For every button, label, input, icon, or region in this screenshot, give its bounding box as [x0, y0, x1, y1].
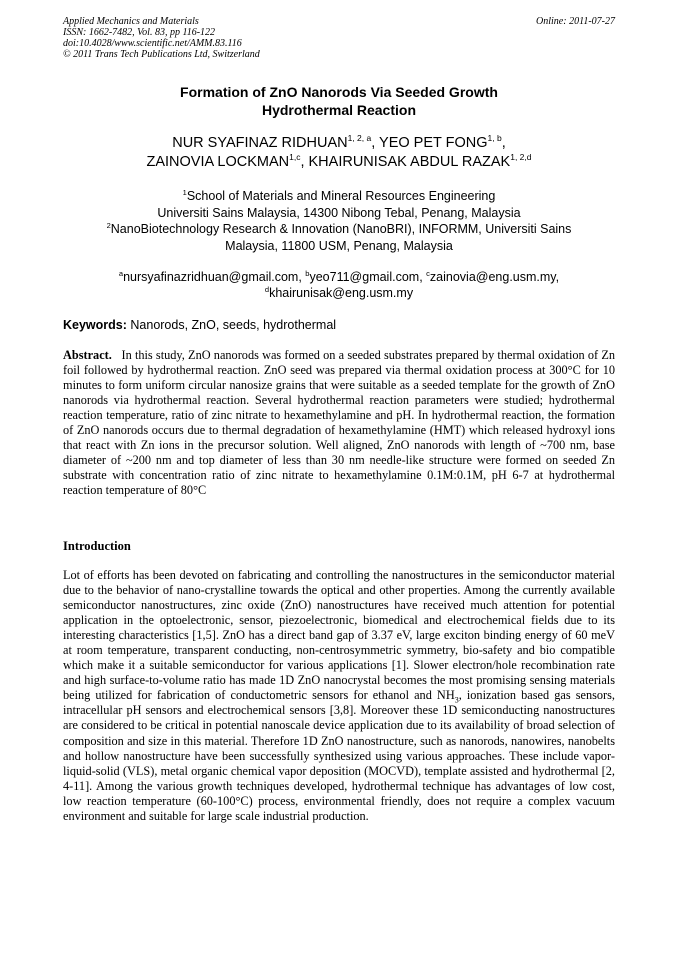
keywords-text: Nanorods, ZnO, seeds, hydrothermal [130, 318, 337, 332]
email-line-1: $^a$nursyafinazridhuan@gmail.com, $^b$yeo711@gmail.com, $^c$zainovia@eng.usm.my, [118, 269, 560, 284]
keywords [63, 317, 615, 333]
author-name: NUR SYAFINAZ RIDHUAN [172, 135, 348, 151]
subscript: 3 [454, 695, 459, 705]
author-name: YEO PET FONG [379, 135, 488, 151]
author-superscript: 1, 2,d [510, 152, 532, 162]
author-superscript: 1, 2, a [347, 133, 372, 143]
email-superscript: a [118, 269, 124, 278]
affiliations [63, 188, 615, 254]
author-name: KHAIRUNISAK ABDUL RAZAK [308, 154, 511, 170]
affiliation-line [63, 188, 615, 205]
email-superscript: c [426, 269, 430, 278]
abstract-label: Abstract. [63, 348, 112, 362]
email-link[interactable]: zainovia@eng.usm.my, [429, 270, 560, 284]
email-link[interactable]: yeo711@gmail.com [309, 270, 420, 284]
title-line-1: Formation of ZnO Nanorods Via Seeded Growth [180, 84, 498, 100]
intro-text-part-2: , ionization based gas sensors, intracellular pH sensors and electrochemical sensors [3,8]. Moreover these 1D semiconducting nanostructures are considered to be critical in potential nanoscale device application due to its availability of broad selection of composition and size in this material. Therefore 1D ZnO nanostructure, such as nanorods, nanowires, nanobelts and hollow nanostructure have been successfully synthesized using various approaches. These include vapor-liquid-solid (VLS), metal organic chemical vapor deposition (MOCVD), template assisted and hydrothermal [2, 4-11]. Among the various growth techniques developed, hydrothermal technique has advantages of low cost, low reaction temperature (60-100°C) process, environmental friendly, does not require a complex vacuum environment and suitable for large scale industrial production. [63, 688, 615, 823]
affiliation-superscript: 1 [182, 188, 187, 197]
paper-title [63, 83, 615, 119]
journal-name: Applied Mechanics and Materials [63, 16, 199, 27]
email-superscript: d [264, 284, 270, 294]
author-list [63, 134, 615, 172]
author-name: ZAINOVIA LOCKMAN [146, 154, 290, 170]
affiliation-text: NanoBiotechnology Research & Innovation (NanoBRI), INFORMM, Universiti Sains [110, 222, 572, 236]
author-line-1: NUR SYAFINAZ RIDHUAN$^{1, 2, a}$, YEO PET FONG$^{1, b}$, [172, 133, 506, 151]
keywords-label: Keywords: [63, 318, 127, 332]
affiliation-line: Malaysia, 11800 USM, Penang, Malaysia [225, 238, 453, 253]
copyright-line: © 2011 Trans Tech Publications Ltd, Switzerland [63, 49, 260, 60]
email-link[interactable]: nursyafinazridhuan@gmail.com [123, 270, 299, 284]
author-superscript: 1, b [487, 133, 502, 143]
email-superscript: b [305, 269, 310, 278]
abstract-text: In this study, ZnO nanorods was formed on a seeded substrates prepared by thermal oxidation of Zn foil followed by hydrothermal reaction. ZnO seed was prepared via thermal oxidation process at 300°C for 10 minutes to form uniform circular nanosize grains that were suitable as a seeded template for the growth of ZnO nanorods via hydrothermal reaction. Several hydrothermal reaction parameters were studied; hydrothermal reaction temperature, ratio of zinc nitrate to hexamethylamine and pH. In hydrothermal reaction, the formation of ZnO nanorods occurs due to thermal degradation of hexamethylamine (HMT) which released hydroxyl ions that react with Zn ions in the precursor solution. Well aligned, ZnO nanorods with length of ~700 nm, base diameter of ~200 nm and top diameter of less than 30 nm needle-like structure were formed on seeded Zn substrate with concentration ratio of zinc nitrate to hexamethylamine 0.1M:0.1M, pH 6-7 at hydrothermal reaction temperature of 80°C [63, 348, 615, 498]
author-emails [63, 270, 615, 301]
email-line-2 [63, 286, 615, 302]
section-heading-introduction: Introduction [63, 539, 131, 553]
intro-text-part-1: Lot of efforts has been devoted on fabricating and controlling the nanostructures in the semiconductor material due to the behavior of nano-crystalline towards the optical and other properties. Among the currently available semiconductor nanostructures, zinc oxide (ZnO) nanostructures have received much attention for potential application in the optoelectronic, sensor, piezoelectronic, biomedical and electrochemical fields due to its interesting characteristics [1,5]. ZnO has a direct band gap of 3.37 eV, large exciton binding energy of 60 meV at room temperature, transparent conducting, non-centrosymmetric symmetry, bio-safety and bio compatible which make it a suitable semiconductor for various applications [1]. Slower electron/hole recombination rate and high surface-to-volume ratio has made 1D ZnO nanocrystal becomes the most promising sensing materials being utilized for fabrication of conductometric sensors for ethanol and NH [63, 568, 615, 703]
author-superscript: 1,c [289, 152, 301, 162]
affiliation-superscript: 2 [106, 221, 111, 230]
title-line-2: Hydrothermal Reaction [261, 102, 417, 118]
online-date: Online: 2011-07-27 [536, 16, 615, 27]
email-link[interactable]: khairunisak@eng.usm.my [269, 285, 414, 300]
introduction-body [63, 568, 615, 824]
affiliation-line [63, 221, 615, 238]
affiliation-line: Universiti Sains Malaysia, 14300 Nibong Tebal, Penang, Malaysia [157, 205, 521, 220]
affiliation-text: School of Materials and Mineral Resources Engineering [186, 189, 496, 203]
abstract [63, 348, 615, 498]
issn-line: ISSN: 1662-7482, Vol. 83, pp 116-122 [63, 27, 216, 38]
journal-header [63, 16, 615, 60]
doi-line: doi:10.4028/www.scientific.net/AMM.83.116 [63, 38, 242, 49]
author-line-2: ZAINOVIA LOCKMAN$^{1,c}$, KHAIRUNISAK ABDUL RAZAK$^{1, 2,d}$ [146, 152, 532, 170]
